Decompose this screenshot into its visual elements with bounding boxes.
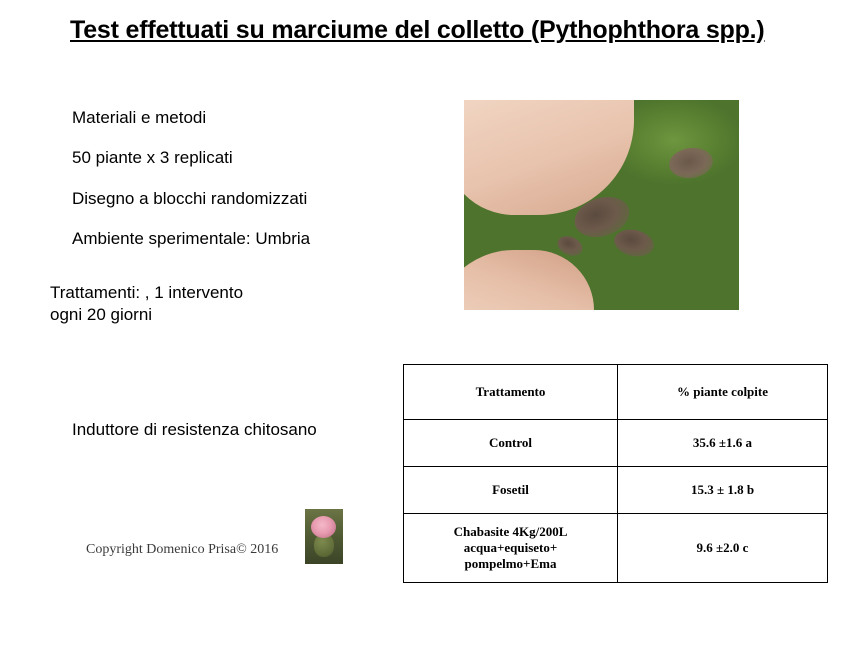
- treatments-line-1: Trattamenti: , 1 intervento: [50, 283, 244, 302]
- cell-treatment-line: acqua+equiseto+: [463, 539, 558, 555]
- cell-value: 9.6 ±2.0 c: [618, 514, 828, 583]
- cell-value: 15.3 ± 1.8 b: [618, 467, 828, 514]
- cell-value: 35.6 ±1.6 a: [618, 420, 828, 467]
- page-title: Test effettuati su marciume del colletto (Pythophthora spp.): [70, 16, 765, 44]
- flower-bloom: [311, 516, 336, 538]
- diseased-leaf-photo: [464, 100, 739, 310]
- table-row: [404, 514, 828, 583]
- column-header-treatment: Trattamento: [404, 365, 618, 420]
- inductor-text: Induttore di resistenza chitosano: [72, 420, 317, 439]
- cell-treatment-line: pompelmo+Ema: [464, 556, 557, 572]
- copyright-text: Copyright Domenico Prisa© 2016: [86, 542, 279, 557]
- list-item: Disegno a blocchi randomizzati: [72, 188, 308, 208]
- cell-treatment-line: Chabasite 4Kg/200L: [453, 523, 568, 539]
- cactus-flower-photo: [305, 509, 343, 564]
- table-header-row: [404, 365, 828, 420]
- table-row: [404, 467, 828, 514]
- treatments-text: [50, 282, 440, 326]
- list-item: 50 piante x 3 replicati: [72, 148, 233, 168]
- bullet-list: [72, 108, 452, 270]
- results-table: [403, 364, 828, 583]
- list-item: Ambiente sperimentale: Umbria: [72, 229, 311, 249]
- treatments-line-2: ogni 20 giorni: [50, 304, 153, 324]
- cell-treatment: [404, 514, 618, 583]
- cell-treatment: Control: [404, 420, 618, 467]
- column-header-percent: % piante colpite: [618, 365, 828, 420]
- table-row: [404, 420, 828, 467]
- list-item: Materiali e metodi: [72, 108, 207, 127]
- cell-treatment: Fosetil: [404, 467, 618, 514]
